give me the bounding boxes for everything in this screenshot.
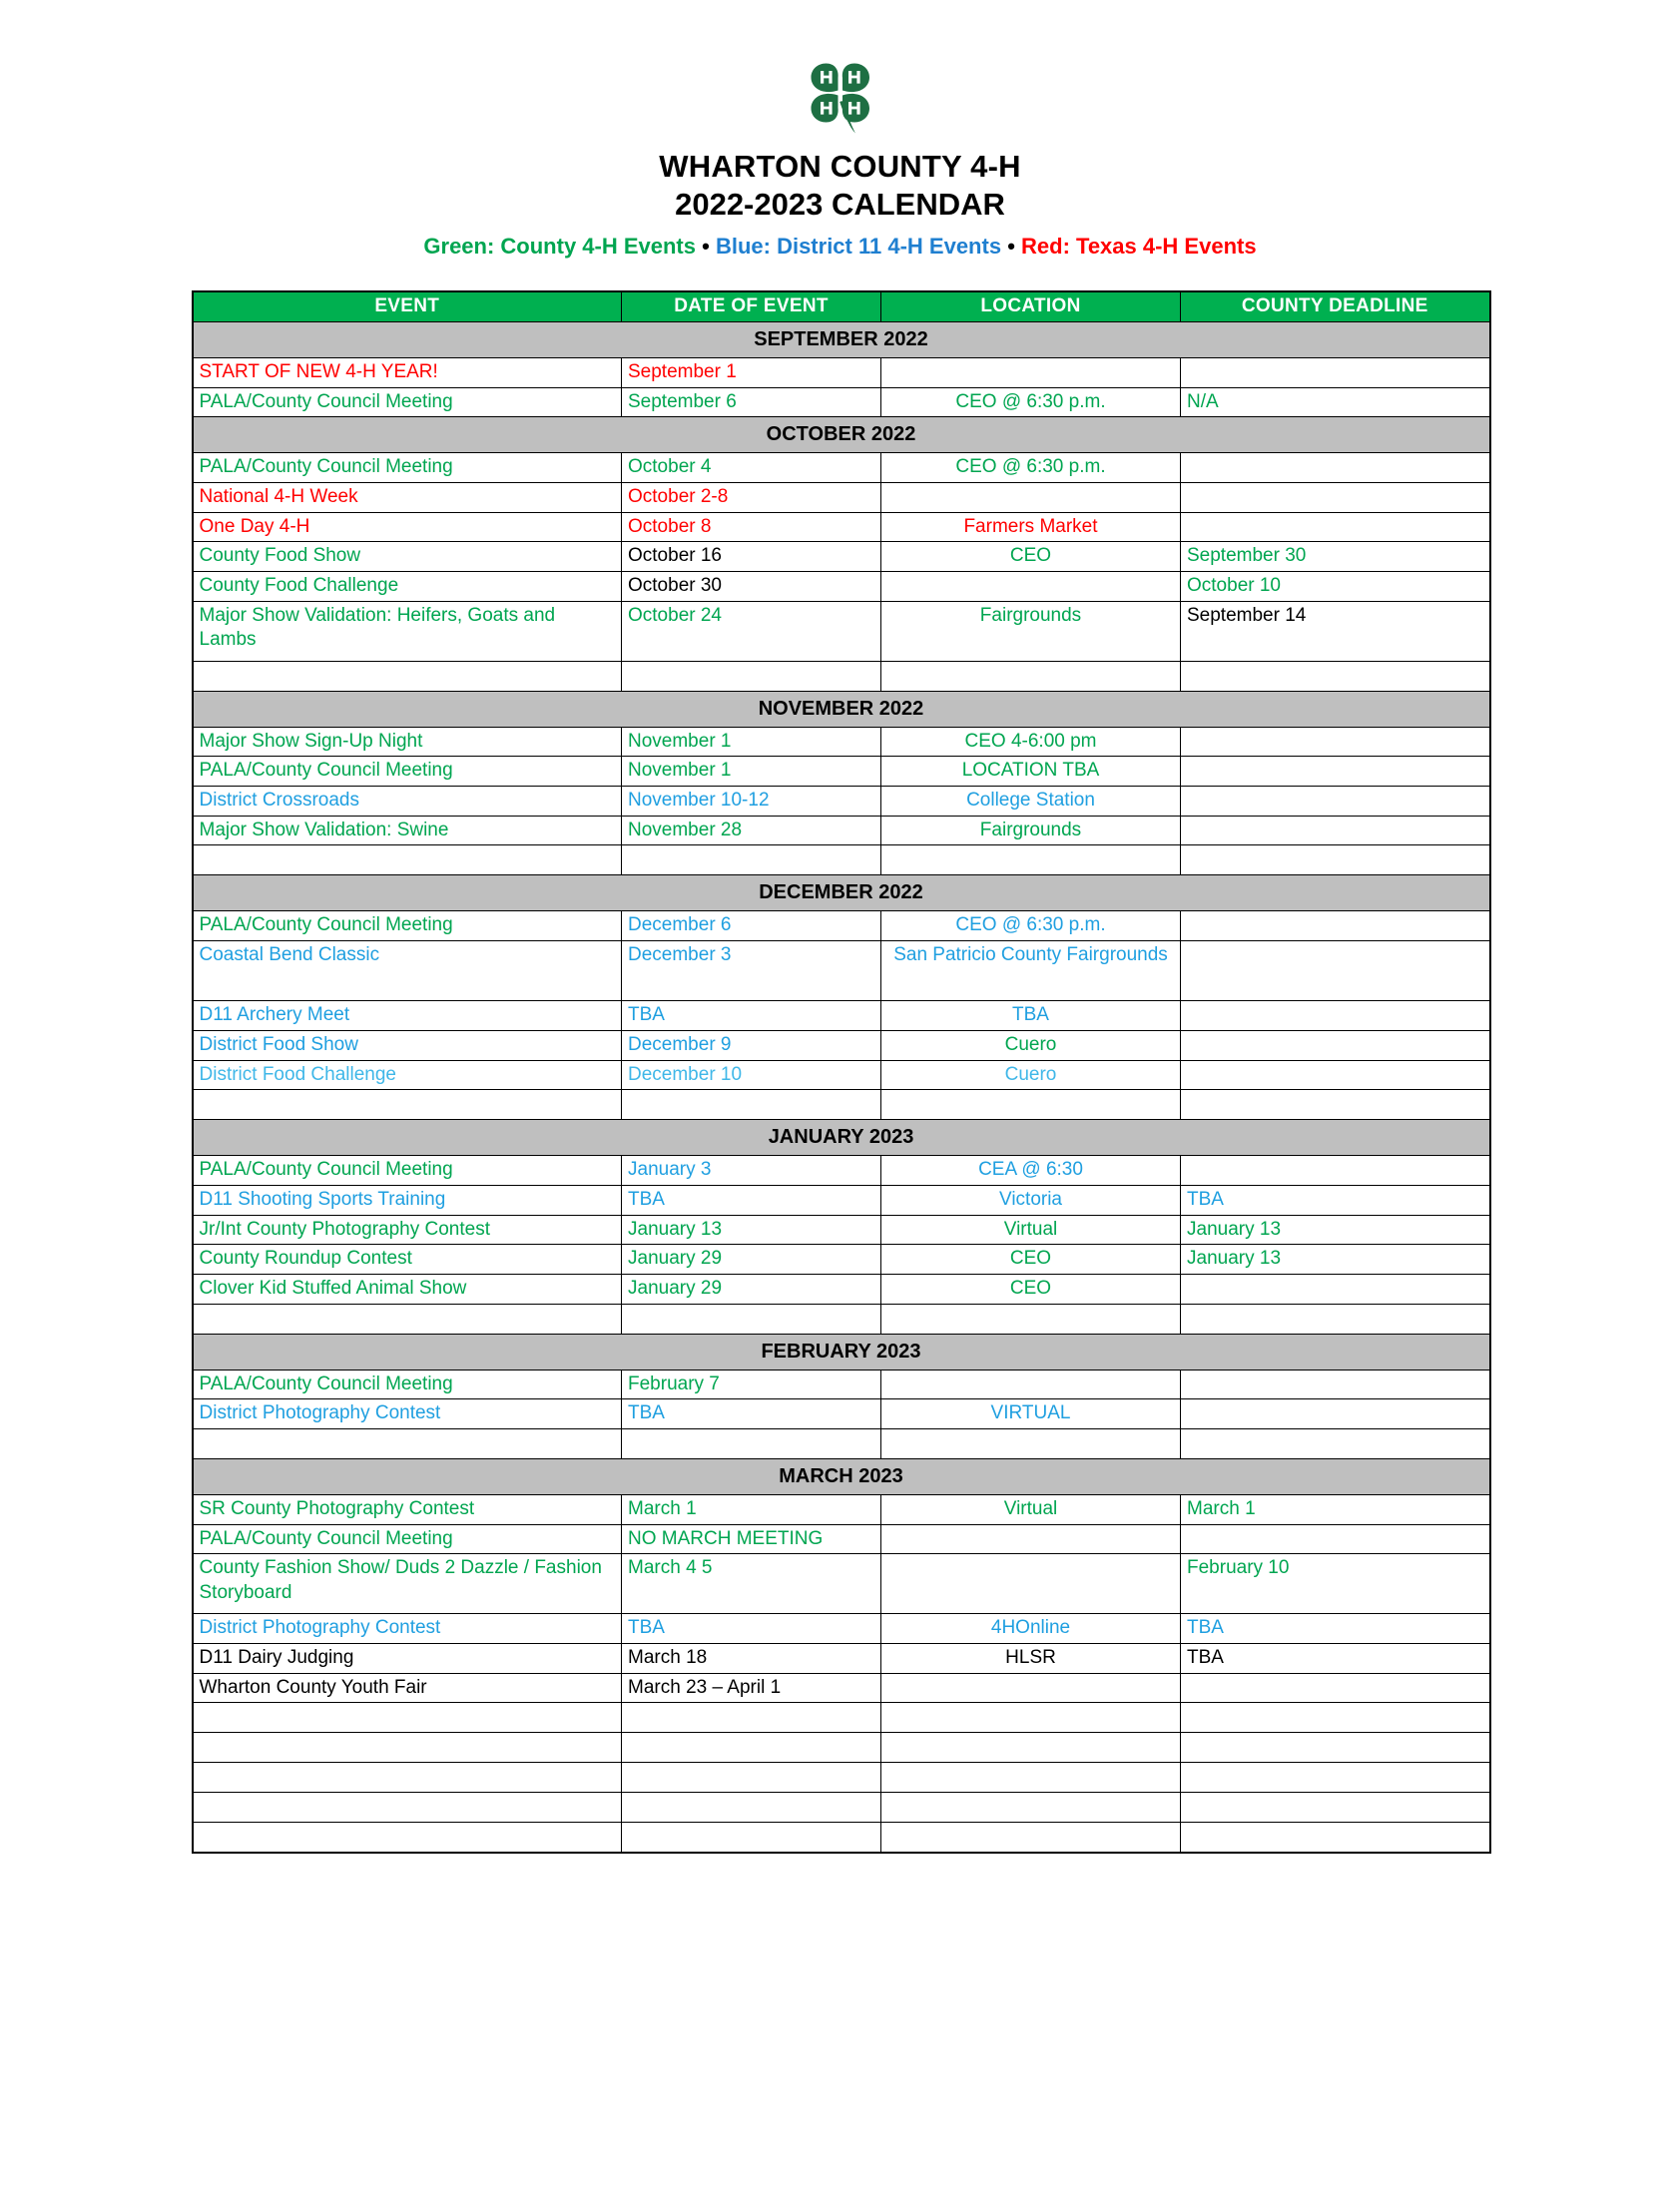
empty-cell [1181, 1733, 1490, 1763]
empty-cell [193, 1763, 622, 1793]
cell-date: October 16 [622, 542, 881, 572]
empty-cell [622, 845, 881, 875]
empty-cell [881, 661, 1181, 691]
table-row [193, 601, 1490, 661]
empty-cell [1181, 661, 1490, 691]
table-row [193, 1495, 1490, 1525]
cell-deadline: January 13 [1181, 1245, 1490, 1275]
cell-date: January 29 [622, 1245, 881, 1275]
cell-deadline [1181, 1030, 1490, 1060]
cell-location: San Patricio County Fairgrounds [881, 941, 1181, 1001]
empty-row [193, 1793, 1490, 1823]
empty-cell [1181, 1429, 1490, 1459]
cell-event: Jr/Int County Photography Contest [193, 1215, 622, 1245]
empty-cell [622, 1793, 881, 1823]
month-label: MARCH 2023 [193, 1459, 1490, 1495]
table-row [193, 542, 1490, 572]
cell-location: CEA @ 6:30 [881, 1156, 1181, 1186]
cell-date: March 1 [622, 1495, 881, 1525]
table-row [193, 1215, 1490, 1245]
cell-deadline: October 10 [1181, 572, 1490, 602]
cell-location: VIRTUAL [881, 1399, 1181, 1429]
cell-location [881, 572, 1181, 602]
cell-event: County Food Challenge [193, 572, 622, 602]
calendar-table-container [192, 290, 1489, 1854]
empty-cell [1181, 1304, 1490, 1334]
table-header-row [193, 291, 1490, 321]
month-label: NOVEMBER 2022 [193, 691, 1490, 727]
cell-event: Clover Kid Stuffed Animal Show [193, 1274, 622, 1304]
cell-deadline [1181, 757, 1490, 787]
table-row [193, 387, 1490, 417]
table-row [193, 357, 1490, 387]
cell-location [881, 1524, 1181, 1554]
cell-deadline [1181, 1001, 1490, 1031]
cell-event: Coastal Bend Classic [193, 941, 622, 1001]
empty-row [193, 1823, 1490, 1853]
cell-location: Virtual [881, 1495, 1181, 1525]
table-row [193, 1673, 1490, 1703]
table-row [193, 1060, 1490, 1090]
month-label: JANUARY 2023 [193, 1120, 1490, 1156]
cell-location: Cuero [881, 1030, 1181, 1060]
empty-cell [881, 1090, 1181, 1120]
cell-date: October 4 [622, 453, 881, 483]
cell-deadline [1181, 941, 1490, 1001]
cell-date: October 24 [622, 601, 881, 661]
empty-cell [622, 1429, 881, 1459]
empty-cell [1181, 1090, 1490, 1120]
cell-event: County Food Show [193, 542, 622, 572]
cell-location: CEO @ 6:30 p.m. [881, 453, 1181, 483]
table-row [193, 512, 1490, 542]
cell-location: Cuero [881, 1060, 1181, 1090]
cell-date: December 3 [622, 941, 881, 1001]
empty-cell [1181, 1763, 1490, 1793]
empty-cell [1181, 845, 1490, 875]
cell-date: March 4 5 [622, 1554, 881, 1614]
empty-cell [1181, 1793, 1490, 1823]
month-header-row [193, 321, 1490, 357]
cell-deadline: March 1 [1181, 1495, 1490, 1525]
cell-date: TBA [622, 1185, 881, 1215]
cell-deadline [1181, 453, 1490, 483]
cell-event: District Food Show [193, 1030, 622, 1060]
empty-row [193, 1304, 1490, 1334]
cell-event: D11 Archery Meet [193, 1001, 622, 1031]
cell-deadline [1181, 816, 1490, 845]
legend-separator-1: • [702, 233, 710, 259]
table-row [193, 1524, 1490, 1554]
cell-date: November 28 [622, 816, 881, 845]
table-row [193, 1274, 1490, 1304]
cell-event: START OF NEW 4-H YEAR! [193, 357, 622, 387]
table-row [193, 1554, 1490, 1614]
cell-deadline: September 14 [1181, 601, 1490, 661]
cell-event: Wharton County Youth Fair [193, 1673, 622, 1703]
column-header-date: DATE OF EVENT [622, 291, 881, 321]
cell-location: CEO [881, 1245, 1181, 1275]
table-row [193, 941, 1490, 1001]
empty-cell [1181, 1823, 1490, 1853]
cell-event: PALA/County Council Meeting [193, 387, 622, 417]
table-row [193, 1370, 1490, 1399]
cell-date: October 30 [622, 572, 881, 602]
cell-date: September 1 [622, 357, 881, 387]
table-row [193, 1644, 1490, 1674]
cell-deadline [1181, 512, 1490, 542]
empty-row [193, 1429, 1490, 1459]
cell-event: PALA/County Council Meeting [193, 1370, 622, 1399]
month-header-row [193, 691, 1490, 727]
cell-deadline [1181, 1274, 1490, 1304]
cell-date: October 8 [622, 512, 881, 542]
cell-date: NO MARCH MEETING [622, 1524, 881, 1554]
column-header-deadline: COUNTY DEADLINE [1181, 291, 1490, 321]
month-label: SEPTEMBER 2022 [193, 321, 1490, 357]
cell-date: TBA [622, 1001, 881, 1031]
cell-deadline: N/A [1181, 387, 1490, 417]
cell-event: District Crossroads [193, 787, 622, 817]
cell-deadline [1181, 482, 1490, 512]
empty-cell [881, 1763, 1181, 1793]
cell-event: Major Show Validation: Heifers, Goats and Lambs [193, 601, 622, 661]
empty-cell [193, 1823, 622, 1853]
empty-cell [881, 1793, 1181, 1823]
empty-cell [193, 845, 622, 875]
cell-deadline [1181, 727, 1490, 757]
cell-location: LOCATION TBA [881, 757, 1181, 787]
cell-deadline [1181, 1399, 1490, 1429]
empty-cell [193, 1304, 622, 1334]
cell-date: October 2-8 [622, 482, 881, 512]
table-row [193, 482, 1490, 512]
cell-event: D11 Shooting Sports Training [193, 1185, 622, 1215]
empty-cell [622, 1763, 881, 1793]
cell-location [881, 1554, 1181, 1614]
cell-date: March 18 [622, 1644, 881, 1674]
page-title: WHARTON COUNTY 4-H [659, 149, 1021, 184]
cell-deadline [1181, 357, 1490, 387]
cell-event: PALA/County Council Meeting [193, 757, 622, 787]
color-legend [0, 233, 1680, 262]
column-header-event: EVENT [193, 291, 622, 321]
empty-row [193, 1733, 1490, 1763]
cell-location: Farmers Market [881, 512, 1181, 542]
empty-cell [881, 1733, 1181, 1763]
table-row [193, 911, 1490, 941]
table-row [193, 787, 1490, 817]
cell-event: SR County Photography Contest [193, 1495, 622, 1525]
empty-cell [881, 1703, 1181, 1733]
cell-location [881, 1370, 1181, 1399]
cell-deadline [1181, 787, 1490, 817]
table-row [193, 816, 1490, 845]
cell-deadline: September 30 [1181, 542, 1490, 572]
page-subtitle: 2022-2023 CALENDAR [675, 186, 1005, 222]
legend-separator-2: • [1007, 233, 1015, 259]
month-header-row [193, 875, 1490, 911]
cell-location: CEO @ 6:30 p.m. [881, 911, 1181, 941]
cell-deadline [1181, 1156, 1490, 1186]
table-row [193, 1245, 1490, 1275]
empty-cell [881, 1304, 1181, 1334]
empty-cell [881, 1823, 1181, 1853]
month-header-row [193, 417, 1490, 453]
empty-cell [1181, 1703, 1490, 1733]
month-label: OCTOBER 2022 [193, 417, 1490, 453]
empty-cell [193, 1733, 622, 1763]
cell-date: January 13 [622, 1215, 881, 1245]
cell-location: CEO [881, 542, 1181, 572]
cell-event: National 4-H Week [193, 482, 622, 512]
table-row [193, 1156, 1490, 1186]
table-row [193, 727, 1490, 757]
legend-green: Green: County 4-H Events [423, 233, 696, 259]
cell-deadline [1181, 1673, 1490, 1703]
cell-deadline [1181, 1370, 1490, 1399]
table-body [193, 321, 1490, 1853]
cell-event: District Photography Contest [193, 1399, 622, 1429]
cell-date: November 1 [622, 757, 881, 787]
cell-date: December 10 [622, 1060, 881, 1090]
table-row [193, 1614, 1490, 1644]
cell-deadline: TBA [1181, 1185, 1490, 1215]
month-label: FEBRUARY 2023 [193, 1334, 1490, 1370]
cell-event: District Food Challenge [193, 1060, 622, 1090]
month-label: DECEMBER 2022 [193, 875, 1490, 911]
cell-date: March 23 – April 1 [622, 1673, 881, 1703]
cell-location: 4HOnline [881, 1614, 1181, 1644]
empty-cell [881, 845, 1181, 875]
cell-date: December 9 [622, 1030, 881, 1060]
cell-date: September 6 [622, 387, 881, 417]
column-header-location: LOCATION [881, 291, 1181, 321]
cell-date: January 29 [622, 1274, 881, 1304]
table-row [193, 1185, 1490, 1215]
cell-event: One Day 4-H [193, 512, 622, 542]
cell-deadline: TBA [1181, 1644, 1490, 1674]
cell-deadline [1181, 1524, 1490, 1554]
legend-blue: Blue: District 11 4-H Events [715, 233, 1002, 259]
4-h-clover-logo [802, 52, 879, 136]
cell-deadline [1181, 911, 1490, 941]
empty-cell [881, 1429, 1181, 1459]
month-header-row [193, 1334, 1490, 1370]
cell-event: PALA/County Council Meeting [193, 911, 622, 941]
empty-cell [622, 1703, 881, 1733]
empty-row [193, 845, 1490, 875]
cell-location: Fairgrounds [881, 601, 1181, 661]
empty-cell [193, 1793, 622, 1823]
cell-event: PALA/County Council Meeting [193, 1156, 622, 1186]
cell-location: TBA [881, 1001, 1181, 1031]
legend-red: Red: Texas 4-H Events [1021, 233, 1257, 259]
cell-deadline: January 13 [1181, 1215, 1490, 1245]
cell-date: January 3 [622, 1156, 881, 1186]
cell-date: November 10-12 [622, 787, 881, 817]
cell-event: County Fashion Show/ Duds 2 Dazzle / Fashion Storyboard [193, 1554, 622, 1614]
calendar-table [192, 290, 1491, 1854]
cell-date: December 6 [622, 911, 881, 941]
empty-cell [622, 1090, 881, 1120]
cell-location: Victoria [881, 1185, 1181, 1215]
empty-row [193, 1763, 1490, 1793]
month-header-row [193, 1459, 1490, 1495]
cell-location: CEO 4-6:00 pm [881, 727, 1181, 757]
cell-location: HLSR [881, 1644, 1181, 1674]
cell-date: November 1 [622, 727, 881, 757]
cell-location [881, 482, 1181, 512]
table-row [193, 453, 1490, 483]
cell-location [881, 1673, 1181, 1703]
month-header-row [193, 1120, 1490, 1156]
empty-cell [193, 661, 622, 691]
cell-deadline [1181, 1060, 1490, 1090]
cell-location: CEO @ 6:30 p.m. [881, 387, 1181, 417]
cell-deadline: February 10 [1181, 1554, 1490, 1614]
empty-cell [193, 1703, 622, 1733]
cell-location [881, 357, 1181, 387]
cell-event: D11 Dairy Judging [193, 1644, 622, 1674]
empty-cell [193, 1090, 622, 1120]
cell-location: Virtual [881, 1215, 1181, 1245]
empty-cell [193, 1429, 622, 1459]
logo-container [0, 0, 1680, 136]
table-row [193, 1030, 1490, 1060]
empty-cell [622, 1823, 881, 1853]
cell-event: District Photography Contest [193, 1614, 622, 1644]
empty-row [193, 1703, 1490, 1733]
empty-cell [622, 661, 881, 691]
cell-event: PALA/County Council Meeting [193, 453, 622, 483]
table-row [193, 757, 1490, 787]
table-header [193, 291, 1490, 321]
empty-cell [622, 1733, 881, 1763]
cell-date: TBA [622, 1399, 881, 1429]
table-row [193, 1001, 1490, 1031]
table-row [193, 572, 1490, 602]
cell-event: Major Show Sign-Up Night [193, 727, 622, 757]
cell-date: TBA [622, 1614, 881, 1644]
cell-location: Fairgrounds [881, 816, 1181, 845]
cell-event: PALA/County Council Meeting [193, 1524, 622, 1554]
table-row [193, 1399, 1490, 1429]
cell-deadline: TBA [1181, 1614, 1490, 1644]
empty-cell [622, 1304, 881, 1334]
cell-event: Major Show Validation: Swine [193, 816, 622, 845]
cell-event: County Roundup Contest [193, 1245, 622, 1275]
cell-location: College Station [881, 787, 1181, 817]
empty-row [193, 661, 1490, 691]
empty-row [193, 1090, 1490, 1120]
cell-location: CEO [881, 1274, 1181, 1304]
cell-date: February 7 [622, 1370, 881, 1399]
